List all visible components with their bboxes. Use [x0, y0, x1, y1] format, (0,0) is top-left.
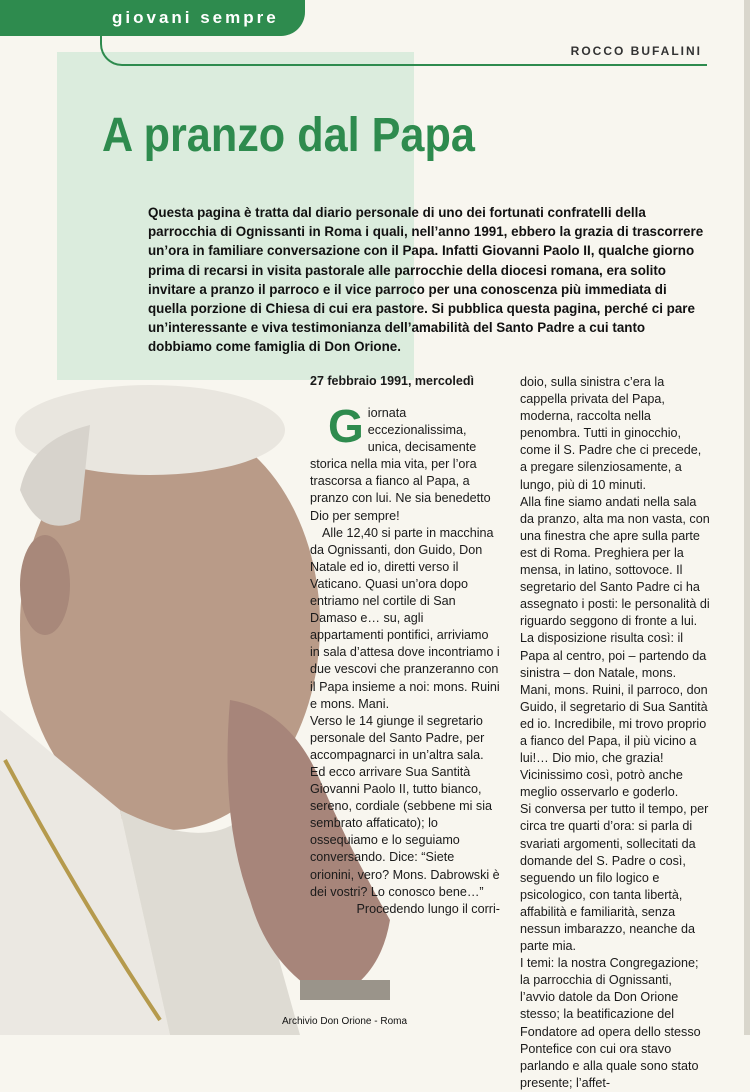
paragraph: Procedendo lungo il corri- [356, 901, 500, 916]
page-edge [744, 0, 750, 1035]
paragraph: I temi: la nostra Congregazione; la parrocchia di Ognissanti, l’avvio datole da Don Orione stesso; la beatificazione del Fondatore ad opera dello stesso Pontefice con cui ora stavo parlando e alla quale sono stato presente; l’affet- [520, 956, 701, 1090]
drop-cap: G [328, 400, 364, 452]
paragraph: Alla fine siamo andati nella sala da pranzo, alta ma non vasta, con una finestra che apre sulla parte est di Roma. Preghiera per la mensa, in latino, sottovoce. Il segretario del Santo Padre ci ha assegnato i posti: le personalità di riguardo seggono di fronte a lui. La disposizione risulta così: il Papa al centro, poi – partendo da sinistra – don Natale, mons. Mani, mons. Ruini, il parroco, don Guido, il segretario di Sua Santità ed io. Incredibile, mi trovo proprio a fianco del Papa, il più vicino a lui!… Dio mio, che grazia! Vicinissimo così, potrò anche meglio osservarlo e goderlo. [520, 494, 710, 800]
article-column-1 [310, 400, 500, 918]
archive-footer: Archivio Don Orione - Roma [282, 1016, 408, 1027]
intro-paragraph: Questa pagina è tratta dal diario personale di uno dei fortunati confratelli della parrocchia di Ognissanti in Roma i quali, nell’anno 1991, ebbero la grazia di trascorrere un’ora in familiare conversazione con il Papa. Infatti Giovanni Paolo II, qualche giorno prima di recarsi in visita pastorale alle parrocchie della diocesi romana, era solito invitare a pranzo il parroco e il vice parroco per una conoscenza più immediata di quella porzione di Chiesa di cui era pastore. Si pubblica questa pagina, perché ci pare un’interessante e viva testimonianza dell’amabilità del Santo Padre a cui tanto dobbiamo come famiglia di Don Orione. [148, 205, 704, 355]
paragraph: Si conversa per tutto il tempo, per circa tre quarti d’ora: si parla di svariati argomenti, sollecitati da domande del S. Padre o così, seguendo un filo logico e psicologico, con tanta libertà, affabilità e familiarità, senza nessun imbarazzo, neanche da parte mia. [520, 802, 709, 954]
author-name: ROCCO BUFALINI [570, 44, 702, 58]
paragraph: Verso le 14 giunge il segretario personale del Santo Padre, per accompagnarci in un’altra sala. Ed ecco arrivare Sua Santità Giovanni Paolo II, tutto bianco, sereno, cordiale (sebbene mi sia sembrato affaticato); lo ossequiamo e lo seguiamo conversando. Dice: “Siete orionini, vero? Mons. Dabrowski è dei vostri? Lo conosco bene…” [310, 713, 500, 899]
paragraph: doio, sulla sinistra c’era la cappella privata del Papa, moderna, raccolta nella penombra. Tutti in ginocchio, come il S. Padre che ci precede, a pregare silenziosamente, a lungo, più di 10 minuti. [520, 375, 702, 492]
section-tab-label: giovani sempre [112, 8, 279, 27]
page-title: A pranzo dal Papa [102, 109, 475, 162]
article-date: 27 febbraio 1991, mercoledì [310, 374, 474, 388]
article-column-2 [520, 374, 710, 1092]
section-tab [0, 0, 305, 36]
paragraph: iornata eccezionalissima, unica, decisamente storica nella mia vita, per l’ora trascorsa a fianco al Papa, a pranzo con lui. Ne sia benedetto Dio per sempre! [310, 406, 491, 523]
paragraph: Alle 12,40 si parte in macchina da Ognissanti, don Guido, Don Natale ed io, diretti verso il Vaticano. Quasi un’ora dopo entriamo nel cortile di San Damaso e… su, agli appartamenti pontifici, arriviamo in sala d’attesa dove incontriamo i due vescovi che pranzeranno con il Papa insieme a noi: mons. Ruini e mons. Mani. [310, 525, 500, 711]
